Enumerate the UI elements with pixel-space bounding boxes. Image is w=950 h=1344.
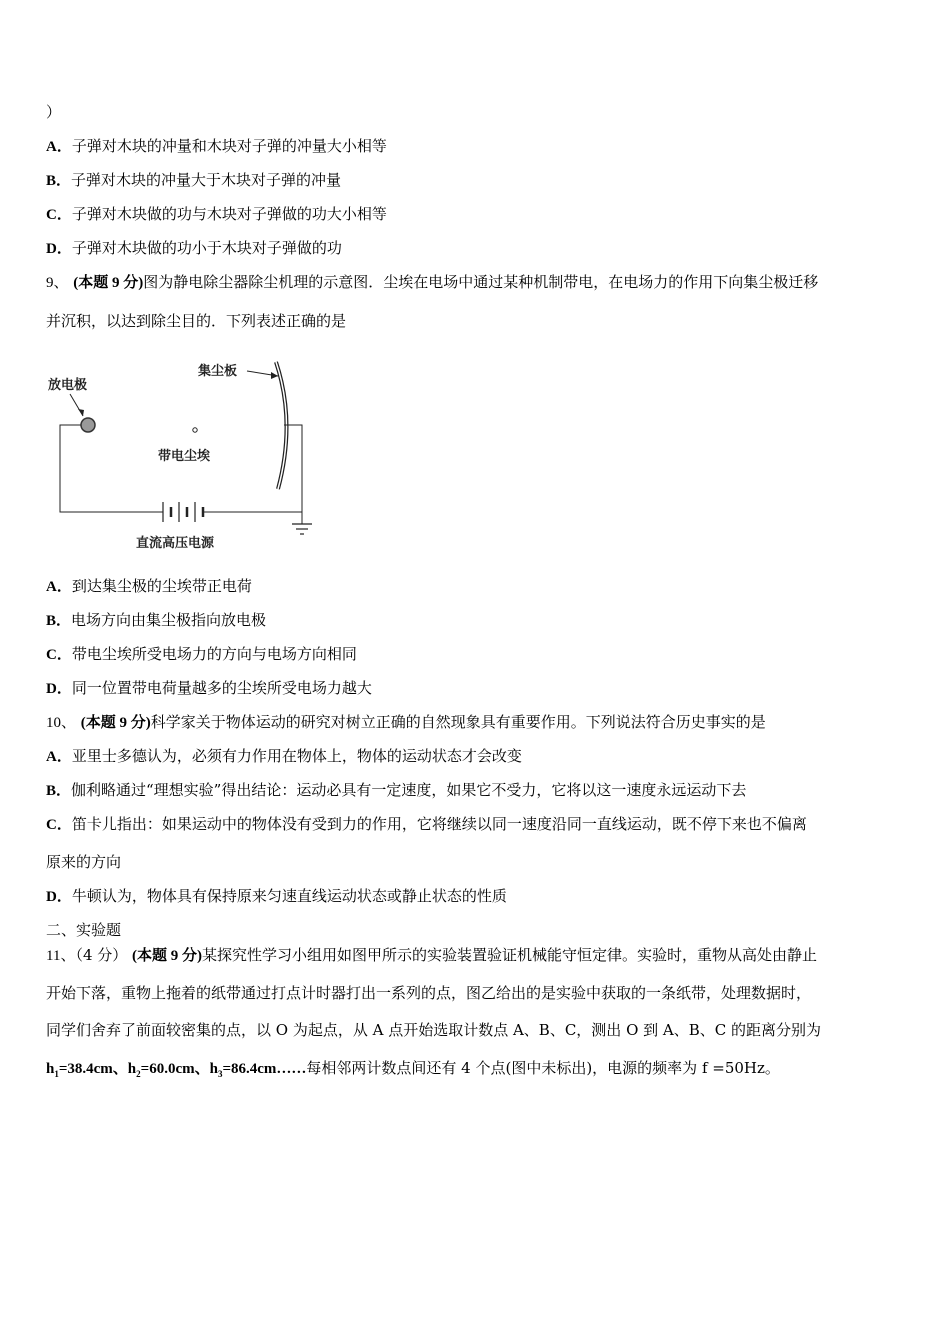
q9-option-d[interactable] [46,678,372,699]
q9-option-a[interactable] [46,576,252,597]
label-discharge-electrode: 放电极 [48,378,88,393]
circuit-wire-left [60,425,155,512]
discharge-electrode-icon [81,418,95,432]
question-tag: (本题 9 分) [80,715,151,731]
option-text: 亚里士多德认为，必须有力作用在物体上，物体的运动状态才会改变 [71,747,522,765]
q10-option-a[interactable] [46,746,522,767]
question-text: 图为静电除尘器除尘机理的示意图．尘埃在电场中通过某种机制带电，在电场力的作用下向集尘极迁移 [143,273,819,291]
q11-line4 [46,1058,780,1084]
option-text: 子弹对木块的冲量和木块对子弹的冲量大小相等 [71,137,387,155]
label-power-supply: 直流高压电源 [136,536,215,551]
q10-option-c-continued: 原来的方向 [46,853,122,871]
arrowhead-discharge [78,409,84,416]
option-text: 笛卡儿指出：如果运动中的物体没有受到力的作用，它将继续以同一速度沿同一直线运动，既不停下来也不偏离 [71,815,807,833]
battery-icon [155,502,210,522]
q9-stem-line1 [46,272,818,293]
continued-paren: ） [46,103,62,121]
q10-stem [46,712,766,733]
option-text: 牛顿认为，物体具有保持原来匀速直线运动状态或静止状态的性质 [71,887,507,905]
h1-value: $h_1=38.4cm$、 [46,1061,128,1079]
section-title: 二、实验题 [46,921,122,939]
question-tag: (本题 9 分) [132,948,203,964]
h2-value: $h_2=60.0cm$、 [127,1061,210,1079]
label-collector-plate: 集尘板 [198,364,238,379]
q10-option-d[interactable] [46,886,507,907]
q10-option-c[interactable] [46,814,807,835]
option-text: 电场方向由集尘极指向放电极 [71,611,267,629]
q11-line2: 开始下落，重物上拖着的纸带通过打点计时器打出一系列的点，图乙给出的是实验中获取的一条纸带，处理数据时， [46,984,812,1002]
option-label: B． [46,613,72,629]
question-text: 某探究性学习小组用如图甲所示的实验装置验证机械能守恒定律。实验时，重物从高处由静止 [202,946,818,964]
question-number: 11、 [46,948,76,964]
question-number: 9、 [46,275,69,291]
option-text: 伽利略通过“理想实验”得出结论：运动必具有一定速度，如果它不受力，它将以这一速度永远运动下去 [71,781,747,799]
option-text: 同一位置带电荷量越多的尘埃所受电场力越大 [71,679,372,697]
question-text: 每相邻两计数点间还有 4 个点(图中未标出)，电源的频率为 f =50Hz。 [306,1059,780,1077]
q9-option-c[interactable] [46,644,357,665]
q8-option-a[interactable] [46,136,387,157]
q9-option-b[interactable] [46,610,266,631]
q8-option-d[interactable] [46,238,342,259]
h3-value: $h_3=86.4cm\dots\dots$ [209,1061,307,1079]
option-label: C． [46,207,72,223]
q11-line3: 同学们舍弃了前面较密集的点，以 O 为起点，从 A 点开始选取计数点 A、B、C，测出 O 到 A、B、C 的距离分别为 [46,1021,822,1039]
q8-option-c[interactable] [46,204,387,225]
q9-stem-line2: 并沉积，以达到除尘目的．下列表述正确的是 [46,312,347,330]
option-text: 到达集尘极的尘埃带正电荷 [71,577,252,595]
option-label: D． [46,241,72,257]
option-label: D． [46,681,72,697]
option-text: 带电尘埃所受电场力的方向与电场方向相同 [71,645,357,663]
option-label: A． [46,579,72,595]
option-text: 子弹对木块的冲量大于木块对子弹的冲量 [71,171,342,189]
q8-option-b[interactable] [46,170,341,191]
option-label: B． [46,173,72,189]
question-number: 10、 [46,715,77,731]
option-text: 子弹对木块做的功小于木块对子弹做的功 [71,239,342,257]
option-label: A． [46,139,72,155]
question-text: 科学家关于物体运动的研究对树立正确的自然现象具有重要作用。下列说法符合历史事实的是 [150,713,766,731]
charged-dust-icon [193,428,197,432]
option-text: 子弹对木块做的功与木块对子弹做的功大小相等 [71,205,387,223]
option-label: B． [46,783,72,799]
q10-option-b[interactable] [46,780,746,801]
label-charged-dust: 带电尘埃 [158,449,211,464]
option-label: C． [46,647,72,663]
question-tag: (本题 9 分) [73,275,144,291]
arrowhead-collector [271,372,278,379]
precipitator-diagram [40,352,340,552]
q11-line1 [46,945,817,966]
ground-icon [292,512,312,534]
question-score: （4 分） [75,946,128,964]
option-label: A． [46,749,72,765]
option-label: D． [46,889,72,905]
option-label: C． [46,817,72,833]
